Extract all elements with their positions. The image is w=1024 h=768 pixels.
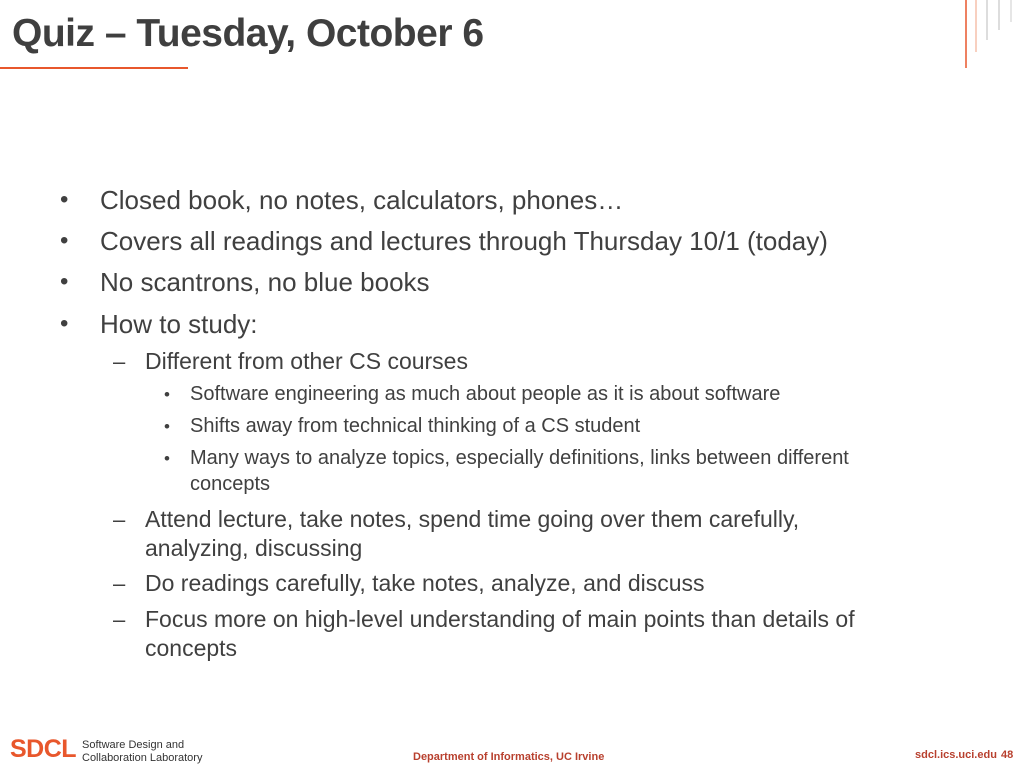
bullet-closed-book: Closed book, no notes, calculators, phones… <box>100 185 624 215</box>
bullet-marker: • <box>60 186 69 213</box>
bullet-covers-readings: Covers all readings and lectures through Thursday 10/1 (today) <box>100 226 828 256</box>
item-many-ways-cont: concepts <box>190 473 271 495</box>
bullet-marker: • <box>60 227 69 254</box>
item-people-software: Software engineering as much about people as it is about software <box>190 383 781 405</box>
page-number: 48 <box>1001 749 1014 761</box>
bullet-how-to-study: How to study: <box>100 309 258 339</box>
footer-department: Department of Informatics, UC Irvine <box>413 751 605 763</box>
dash-marker: – <box>113 507 126 532</box>
slide-title: Quiz – Tuesday, October 6 <box>12 12 484 55</box>
bullet-no-scantrons: No scantrons, no blue books <box>100 267 430 297</box>
bullet-marker: • <box>60 310 69 337</box>
lab-name-line1: Software Design and <box>82 739 185 751</box>
bullet-marker: • <box>164 449 170 468</box>
sub-do-readings: Do readings carefully, take notes, analyze, and discuss <box>145 570 705 596</box>
dash-marker: – <box>113 349 126 374</box>
item-shifts-away: Shifts away from technical thinking of a CS student <box>190 415 641 437</box>
sub-focus: Focus more on high-level understanding of main points than details of <box>145 606 855 632</box>
bullet-marker: • <box>164 385 170 404</box>
bullet-marker: • <box>164 417 170 436</box>
sdcl-logo-text: SDCL <box>10 735 77 763</box>
lab-name-line2: Collaboration Laboratory <box>82 752 203 764</box>
dash-marker: – <box>113 571 126 596</box>
sub-attend-lecture: Attend lecture, take notes, spend time going over them carefully, <box>145 506 800 532</box>
sub-different-courses: Different from other CS courses <box>145 348 468 374</box>
footer-url: sdcl.ics.uci.edu <box>915 749 997 761</box>
sub-focus-cont: concepts <box>145 635 238 661</box>
sub-attend-lecture-cont: analyzing, discussing <box>145 535 363 561</box>
bullet-marker: • <box>60 268 69 295</box>
item-many-ways: Many ways to analyze topics, especially definitions, links between different <box>190 447 849 469</box>
dash-marker: – <box>113 607 126 632</box>
